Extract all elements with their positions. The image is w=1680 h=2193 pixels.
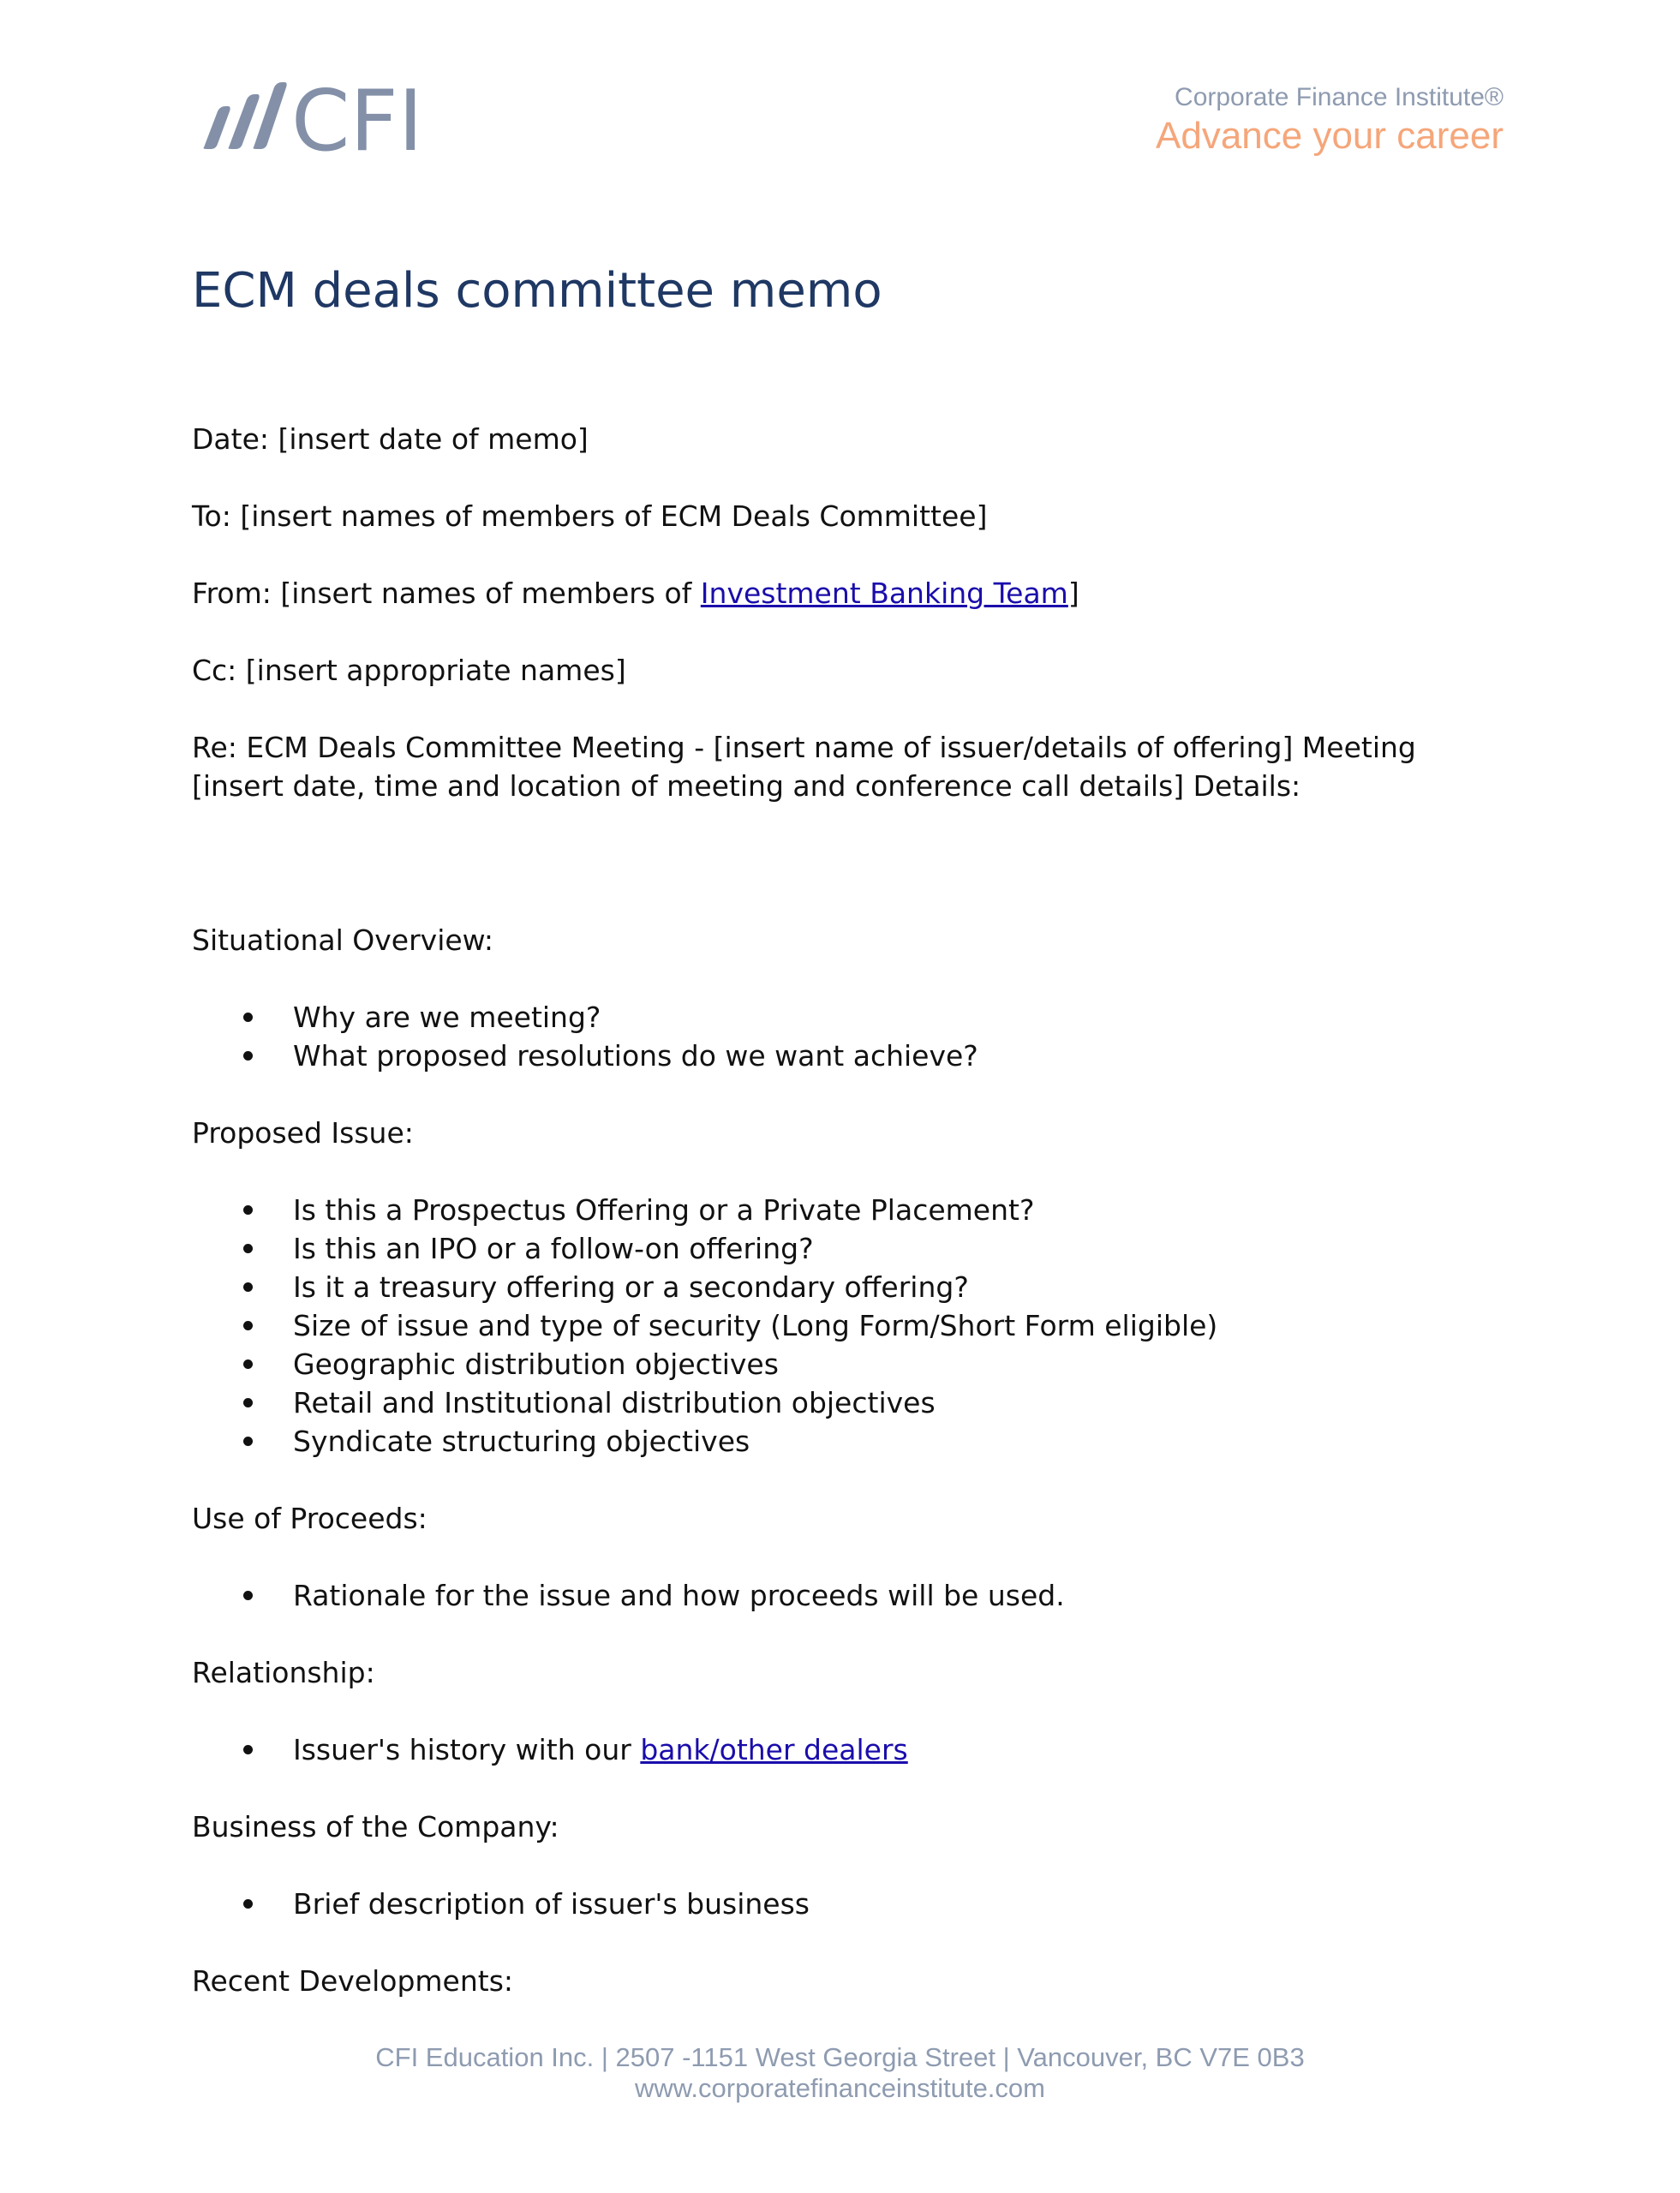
list-item-text: Brief description of issuer's business [293, 1887, 810, 1921]
list-item [192, 998, 1503, 1037]
cc-field [192, 651, 1503, 690]
list-item [192, 1306, 1503, 1345]
cfi-logo [199, 74, 456, 159]
list-item-text: Geographic distribution objectives [293, 1347, 779, 1381]
date-field [192, 420, 1503, 458]
footer-website: www.corporatefinanceinstitute.com [634, 2073, 1045, 2103]
bullet-icon [243, 1359, 253, 1369]
list-item [192, 1229, 1503, 1268]
re-label: Re: [192, 731, 237, 764]
bullet-icon [243, 1398, 253, 1407]
bullet-icon [243, 1205, 253, 1215]
proposed-issue-heading: Proposed Issue: [192, 1116, 414, 1150]
bullet-icon [243, 1244, 253, 1253]
recent-developments-heading: Recent Developments: [192, 1964, 514, 1998]
business-heading: Business of the Company: [192, 1810, 559, 1843]
business-list [192, 1885, 1503, 1923]
situational-overview-heading: Situational Overview: [192, 923, 493, 957]
from-value-after: ] [1067, 577, 1079, 610]
date-label: Date: [192, 422, 269, 456]
use-of-proceeds-list [192, 1576, 1503, 1615]
re-field [192, 728, 1503, 805]
relationship-list [192, 1730, 1503, 1769]
situational-overview-list [192, 998, 1503, 1075]
list-item [192, 1422, 1503, 1461]
relationship-heading: Relationship: [192, 1656, 375, 1689]
list-item-text: Is it a treasury offering or a secondary offering? [293, 1270, 969, 1304]
list-item-text: Retail and Institutional distribution objectives [293, 1386, 936, 1419]
use-of-proceeds-heading: Use of Proceeds: [192, 1502, 427, 1535]
bullet-icon [243, 1321, 253, 1330]
brand-block [1156, 82, 1504, 158]
cc-label: Cc: [192, 654, 237, 687]
list-item [192, 1037, 1503, 1075]
list-item-text: Is this a Prospectus Offering or a Private Placement? [293, 1193, 1035, 1227]
proposed-issue-list [192, 1191, 1503, 1461]
page-footer [0, 2042, 1680, 2104]
bullet-icon [243, 1013, 253, 1022]
list-item [192, 1576, 1503, 1615]
cfi-logo-text: CFI [291, 74, 423, 159]
list-item [192, 1191, 1503, 1229]
to-field [192, 497, 1503, 535]
to-value: [insert names of members of ECM Deals Committee] [230, 499, 988, 533]
list-item-text: Why are we meeting? [293, 1001, 601, 1034]
list-item [192, 1730, 1503, 1769]
list-item [192, 1885, 1503, 1923]
bullet-icon [243, 1899, 253, 1909]
from-label: From: [192, 577, 272, 610]
list-item-text: Issuer's history with our [293, 1733, 641, 1766]
list-item-text: What proposed resolutions do we want achieve? [293, 1039, 978, 1073]
bullet-icon [243, 1437, 253, 1446]
from-value-before: [insert names of members of [271, 577, 701, 610]
brand-name: Corporate Finance Institute® [1175, 83, 1504, 111]
bullet-icon [243, 1591, 253, 1600]
footer-address: CFI Education Inc. | 2507 -1151 West Georgia Street | Vancouver, BC V7E 0B3 [375, 2042, 1305, 2072]
list-item-text: Is this an IPO or a follow-on offering? [293, 1232, 814, 1265]
cc-value: [insert appropriate names] [236, 654, 626, 687]
re-value: ECM Deals Committee Meeting - [insert name of issuer/details of offering] Meeting [insert date, time and location of meeting and conference call details] Details: [192, 731, 1416, 803]
brand-tagline: Advance your career [1156, 115, 1504, 157]
page-title: ECM deals committee memo [192, 263, 882, 319]
list-item [192, 1383, 1503, 1422]
date-value: [insert date of memo] [269, 422, 589, 456]
list-item [192, 1268, 1503, 1306]
cfi-logo-mark [199, 74, 456, 159]
memo-body [192, 420, 1503, 2039]
to-label: To: [192, 499, 231, 533]
bullet-icon [243, 1051, 253, 1061]
list-item-text: Rationale for the issue and how proceeds will be used. [293, 1579, 1065, 1612]
bullet-icon [243, 1282, 253, 1292]
bullet-icon [243, 1745, 253, 1754]
from-field [192, 574, 1503, 612]
list-item [192, 1345, 1503, 1383]
investment-banking-team-link[interactable]: Investment Banking Team [700, 577, 1068, 610]
list-item-text: Syndicate structuring objectives [293, 1425, 750, 1458]
bank-other-dealers-link[interactable]: bank/other dealers [640, 1733, 908, 1766]
list-item-text: Size of issue and type of security (Long Form/Short Form eligible) [293, 1309, 1218, 1342]
